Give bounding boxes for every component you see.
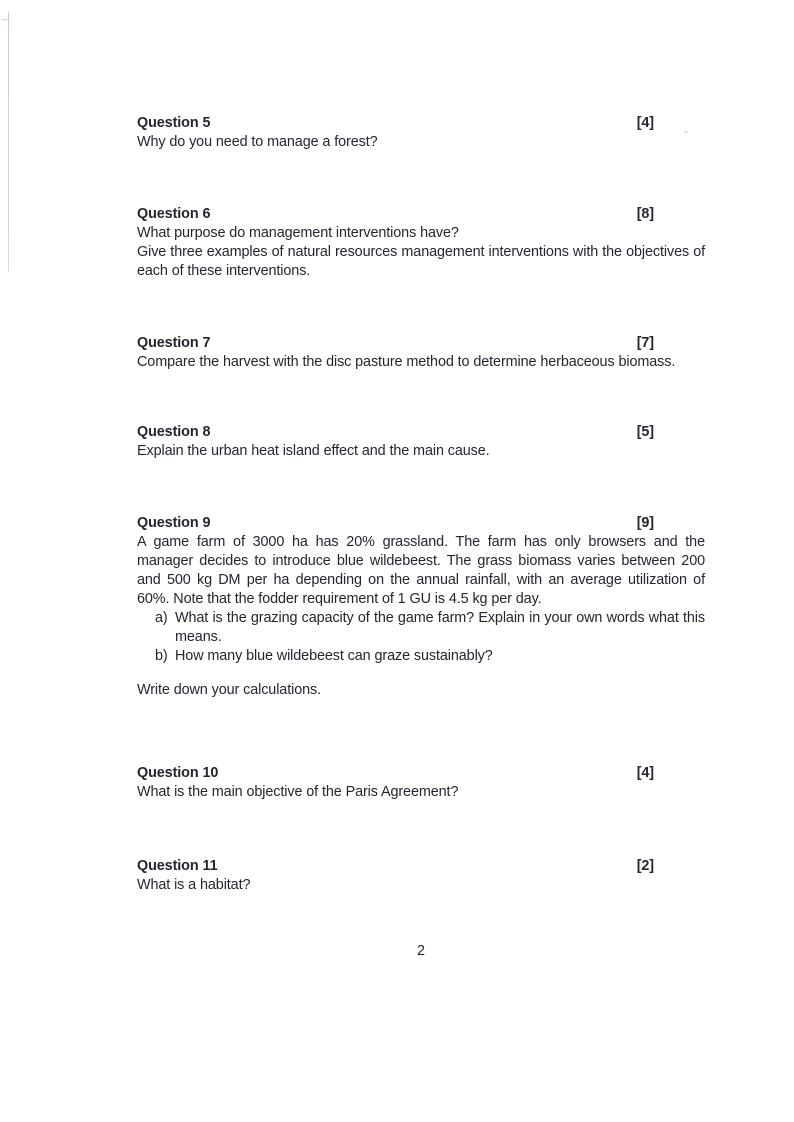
question-title: Question 10 bbox=[137, 765, 219, 781]
list-item-text: How many blue wildebeest can graze sustainably? bbox=[175, 648, 493, 664]
question-title: Question 11 bbox=[137, 858, 218, 874]
question-title: Question 9 bbox=[137, 515, 211, 531]
question-marks: [9] bbox=[636, 515, 654, 531]
question-text: Compare the harvest with the disc pasture method to determine herbaceous biomass. bbox=[137, 354, 676, 370]
question-5-block bbox=[137, 114, 705, 152]
list-marker: b) bbox=[155, 648, 168, 664]
question-8-block bbox=[137, 423, 705, 461]
question-text: Explain the urban heat island effect and the main cause. bbox=[137, 443, 490, 459]
question-title: Question 5 bbox=[137, 115, 211, 131]
question-header bbox=[137, 205, 705, 224]
question-sublist bbox=[137, 609, 705, 666]
question-text: A game farm of 3000 ha has 20% grassland. The farm has only browsers and the manager decides to introduce blue wildebeest. The grass biomass varies between 200 and 500 kg DM per ha depending on the annual rainfall, with an average utilization of 60%. Note that the fodder requirement of 1 GU is 4.5 kg per day. bbox=[137, 534, 705, 607]
question-marks: [8] bbox=[636, 206, 654, 222]
question-marks: [2] bbox=[636, 858, 654, 874]
question-header bbox=[137, 764, 705, 783]
question-title: Question 6 bbox=[137, 206, 211, 222]
scan-artifact-line bbox=[8, 12, 9, 272]
question-marks: [4] bbox=[636, 115, 654, 131]
question-10-block bbox=[137, 764, 705, 802]
question-9-block bbox=[137, 514, 705, 700]
question-marks: [7] bbox=[636, 335, 654, 351]
question-marks: [5] bbox=[636, 424, 654, 440]
question-header bbox=[137, 423, 705, 442]
list-item bbox=[137, 609, 705, 647]
page-number: 2 bbox=[417, 943, 425, 959]
question-text: Why do you need to manage a forest? bbox=[137, 134, 378, 150]
question-6-block bbox=[137, 205, 705, 281]
question-marks: [4] bbox=[636, 765, 654, 781]
question-text: What purpose do management interventions have? bbox=[137, 225, 459, 241]
list-item-text: What is the grazing capacity of the game farm? Explain in your own words what this means. bbox=[175, 610, 705, 645]
list-marker: a) bbox=[155, 610, 168, 626]
list-item bbox=[137, 647, 705, 666]
question-header bbox=[137, 334, 705, 353]
question-title: Question 8 bbox=[137, 424, 211, 440]
question-header bbox=[137, 114, 705, 133]
question-text: What is a habitat? bbox=[137, 877, 251, 893]
question-text: Give three examples of natural resources management interventions with the objectives of each of these interventions. bbox=[137, 244, 705, 279]
question-7-block bbox=[137, 334, 705, 372]
scan-artifact-tick bbox=[2, 19, 10, 20]
question-header bbox=[137, 857, 705, 876]
question-11-block bbox=[137, 857, 705, 895]
exam-page-content bbox=[137, 114, 705, 961]
question-title: Question 7 bbox=[137, 335, 211, 351]
question-header bbox=[137, 514, 705, 533]
question-footer-text: Write down your calculations. bbox=[137, 682, 321, 698]
question-text: What is the main objective of the Paris Agreement? bbox=[137, 784, 459, 800]
